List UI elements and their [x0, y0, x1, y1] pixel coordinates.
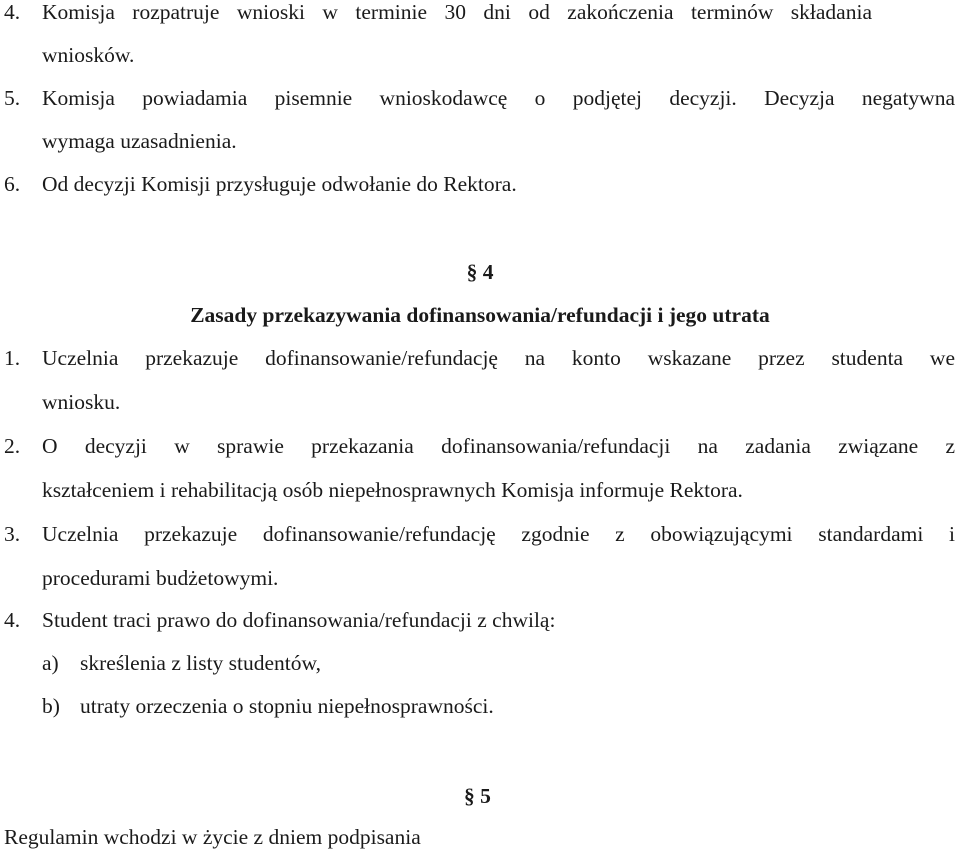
list-item-text-cont: procedurami budżetowymi. — [42, 566, 279, 590]
section-title: Zasady przekazywania dofinansowania/refundacji i jego utrata — [190, 303, 770, 327]
closing-statement: Regulamin wchodzi w życie z dniem podpisania — [4, 825, 421, 849]
section-marker: § 4 — [466, 260, 494, 284]
list-item-number: 4. — [4, 608, 21, 632]
list-item-number: 5. — [4, 86, 21, 110]
list-item-text: Komisja rozpatruje wnioski w terminie 30 dni od zakończenia terminów składania — [42, 0, 872, 24]
list-item-number: 1. — [4, 346, 21, 370]
list-item-text: Uczelnia przekazuje dofinansowanie/refundację zgodnie z obowiązującymi standardami i — [42, 522, 955, 546]
list-item-text-cont: wniosków. — [42, 43, 135, 67]
sublist-item-text: skreślenia z listy studentów, — [80, 651, 322, 675]
list-item-text-cont: wymaga uzasadnienia. — [42, 129, 237, 153]
sublist-item-letter: b) — [42, 694, 60, 718]
sublist-item-letter: a) — [42, 651, 59, 675]
list-item-number: 6. — [4, 172, 21, 196]
list-item-number: 3. — [4, 522, 21, 546]
list-item-text: Od decyzji Komisji przysługuje odwołanie do Rektora. — [42, 172, 517, 196]
list-item-text-cont: kształceniem i rehabilitacją osób niepełnosprawnych Komisja informuje Rektora. — [42, 478, 743, 502]
sublist-item-text: utraty orzeczenia o stopniu niepełnosprawności. — [80, 694, 494, 718]
list-item-number: 2. — [4, 434, 21, 458]
list-item-text: Student traci prawo do dofinansowania/refundacji z chwilą: — [42, 608, 556, 632]
list-item-text-cont: wniosku. — [42, 390, 121, 414]
list-item-number: 4. — [4, 0, 21, 24]
section-marker: § 5 — [464, 784, 491, 808]
list-item-text: O decyzji w sprawie przekazania dofinansowania/refundacji na zadania związane z — [42, 434, 955, 458]
list-item-text: Uczelnia przekazuje dofinansowanie/refundację na konto wskazane przez studenta we — [42, 346, 955, 370]
list-item-text: Komisja powiadamia pisemnie wnioskodawcę o podjętej decyzji. Decyzja negatywna — [42, 86, 955, 110]
